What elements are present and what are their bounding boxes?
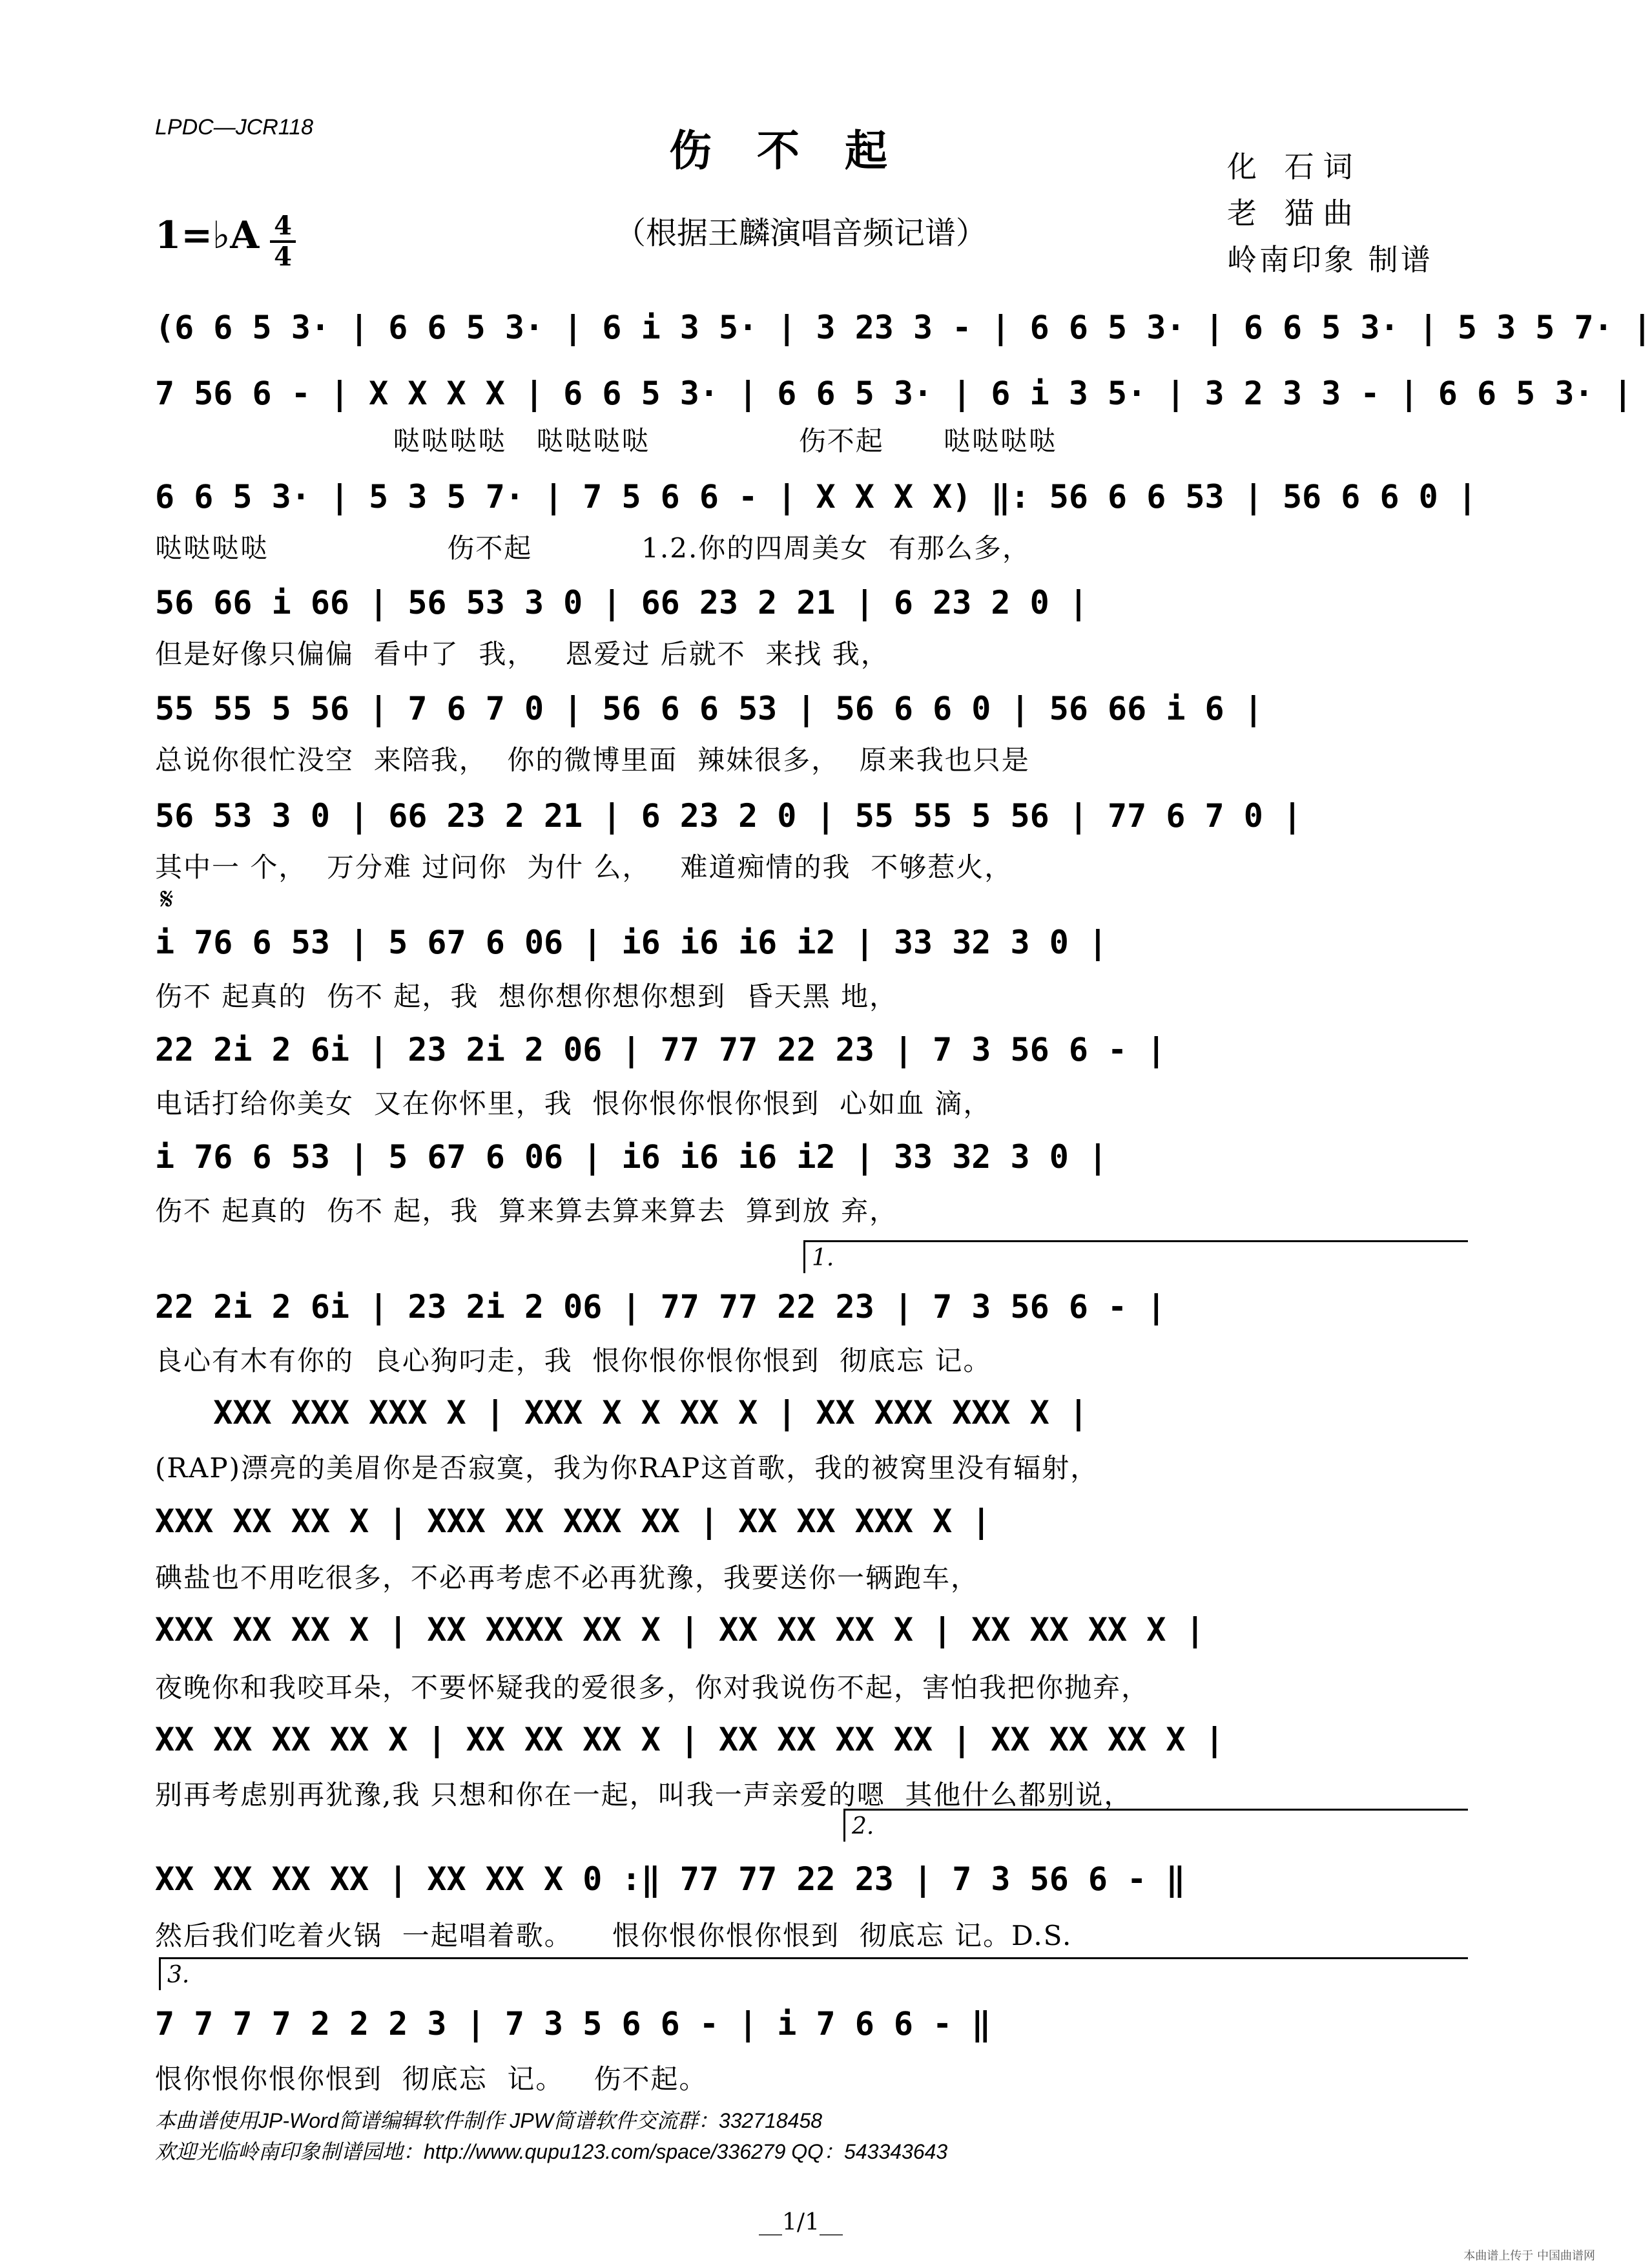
notes-system-2: 7 56 6 - | X X X X | 6 6 5 3· | 6 6 5 3· | 6 i 3 5· | 3 2 3 3 - | 6 6 5 3· | xyxy=(155,375,1633,412)
arranger-credit: 岭南印象 制谱 xyxy=(1227,242,1433,277)
notes-system-4: 56 66 i 66 | 56 53 3 0 | 66 23 2 21 | 6 23 2 0 | xyxy=(155,584,1088,621)
footer-software-note: 本曲谱使用JP-Word简谱编辑软件制作 JPW简谱软件交流群：332718458 xyxy=(155,2109,823,2132)
notes-system-1: (6 6 5 3· | 6 6 5 3· | 6 i 3 5· | 3 23 3 - | 6 6 5 3· | 6 6 5 3· | 5 3 5 7· | xyxy=(155,309,1652,346)
lyric-system-6: 其中一 个， 万分难 过问你 为什 么， 难道痴情的我 不够惹火， xyxy=(155,851,1013,883)
notes-system-16: 7 7 7 7 2 2 2 3 | 7 3 5 6 6 - | i 7 6 6 - ‖ xyxy=(155,2005,991,2043)
key-signature: 1=♭A xyxy=(155,213,260,257)
notes-system-3: 6 6 5 3· | 5 3 5 7· | 7 5 6 6 - | X X X X) ‖: 56 6 6 53 | 56 6 6 0 | xyxy=(155,478,1477,515)
lyric-system-14: 别再考虑别再犹豫,我 只想和你在一起，叫我一声亲爱的嗯 其他什么都别说， xyxy=(155,1779,1133,1811)
volta-first-ending: 1. xyxy=(803,1240,1468,1273)
lyric-system-11: (RAP)漂亮的美眉你是否寂寞，我为你RAP这首歌，我的被窝里没有辐射， xyxy=(155,1452,1099,1484)
notes-system-12: XXX XX XX X | XXX XX XXX XX | XX XX XXX X | xyxy=(155,1502,991,1540)
notes-system-5: 55 55 5 56 | 7 6 7 0 | 56 6 6 53 | 56 6 6 0 | 56 66 i 6 | xyxy=(155,690,1263,727)
time-signature-bottom: 4 xyxy=(274,242,292,272)
notes-system-13: XXX XX XX X | XX XXXX XX X | XX XX XX X | XX XX XX X | xyxy=(155,1611,1205,1648)
segno-sign: 𝄋 xyxy=(160,881,174,917)
lyric-system-10: 良心有木有你的 良心狗叼走，我 恨你恨你恨你恨到 彻底忘 记。 xyxy=(155,1345,992,1377)
lyric-system-7: 伤不 起真的 伤不 起，我 想你想你想你想到 昏天黑 地， xyxy=(155,981,898,1012)
page-subtitle: （根据王麟演唱音频记谱） xyxy=(614,215,987,251)
volta-third-ending: 3. xyxy=(159,1957,1468,1990)
lyric-system-16: 恨你恨你恨你恨到 彻底忘 记。 伤不起。 xyxy=(155,2063,708,2095)
lyric-system-9: 伤不 起真的 伤不 起，我 算来算去算来算去 算到放 弃， xyxy=(155,1195,898,1227)
notes-system-9: i 76 6 53 | 5 67 6 06 | i6 i6 i6 i2 | 33 32 3 0 | xyxy=(155,1138,1108,1176)
notes-system-6: 56 53 3 0 | 66 23 2 21 | 6 23 2 0 | 55 55 5 56 | 77 6 7 0 | xyxy=(155,797,1303,835)
footer-website-note: 欢迎光临岭南印象制谱园地：http://www.qupu123.com/space/336279 QQ：543343643 xyxy=(155,2140,948,2163)
notes-system-8: 22 2i 2 6i | 23 2i 2 06 | 77 77 22 23 | 7 3 56 6 - | xyxy=(155,1031,1166,1068)
notes-system-14: XX XX XX XX X | XX XX XX X | XX XX XX XX | XX XX XX X | xyxy=(155,1721,1224,1758)
lyricist-credit: 化 石词 xyxy=(1227,149,1362,184)
lyric-system-12: 碘盐也不用吃很多，不必再考虑不必再犹豫，我要送你一辆跑车， xyxy=(155,1562,980,1594)
lyric-system-3: 哒哒哒哒 伤不起 1.2.你的四周美女 有那么多， xyxy=(155,532,1031,564)
site-watermark: 本曲谱上传于 中国曲谱网 xyxy=(1463,2249,1595,2263)
score-code: LPDC—JCR118 xyxy=(155,115,314,140)
time-signature-top: 4 xyxy=(274,211,292,241)
page-number: __1/1__ xyxy=(759,2209,843,2236)
lyric-system-4: 但是好像只偏偏 看中了 我， 恩爱过 后就不 来找 我， xyxy=(155,638,889,670)
notes-system-11: XXX XXX XXX X | XXX X X XX X | XX XXX XXX X | xyxy=(155,1394,1088,1431)
volta-second-ending: 2. xyxy=(843,1809,1468,1842)
lyric-system-5: 总说你很忙没空 来陪我， 你的微博里面 辣妹很多， 原来我也只是 xyxy=(155,744,1030,776)
time-signature xyxy=(270,213,296,270)
lyric-system-2: 哒哒哒哒 哒哒哒哒 伤不起 哒哒哒哒 xyxy=(155,425,1057,457)
lyric-system-15: 然后我们吃着火锅 一起唱着歌。 恨你恨你恨你恨到 彻底忘 记。D.S. xyxy=(155,1920,1073,1951)
notes-system-7: i 76 6 53 | 5 67 6 06 | i6 i6 i6 i2 | 33 32 3 0 | xyxy=(155,924,1108,961)
composer-credit: 老 猫曲 xyxy=(1227,196,1362,231)
page-title: 伤不起 xyxy=(669,125,933,176)
notes-system-10: 22 2i 2 6i | 23 2i 2 06 | 77 77 22 23 | 7 3 56 6 - | xyxy=(155,1288,1166,1325)
notes-system-15: XX XX XX XX | XX XX X 0 :‖ 77 77 22 23 | 7 3 56 6 - ‖ xyxy=(155,1860,1186,1898)
lyric-system-8: 电话打给你美女 又在你怀里，我 恨你恨你恨你恨到 心如血 滴， xyxy=(155,1088,992,1119)
lyric-system-13: 夜晚你和我咬耳朵，不要怀疑我的爱很多，你对我说伤不起，害怕我把你抛弃， xyxy=(155,1672,1150,1703)
